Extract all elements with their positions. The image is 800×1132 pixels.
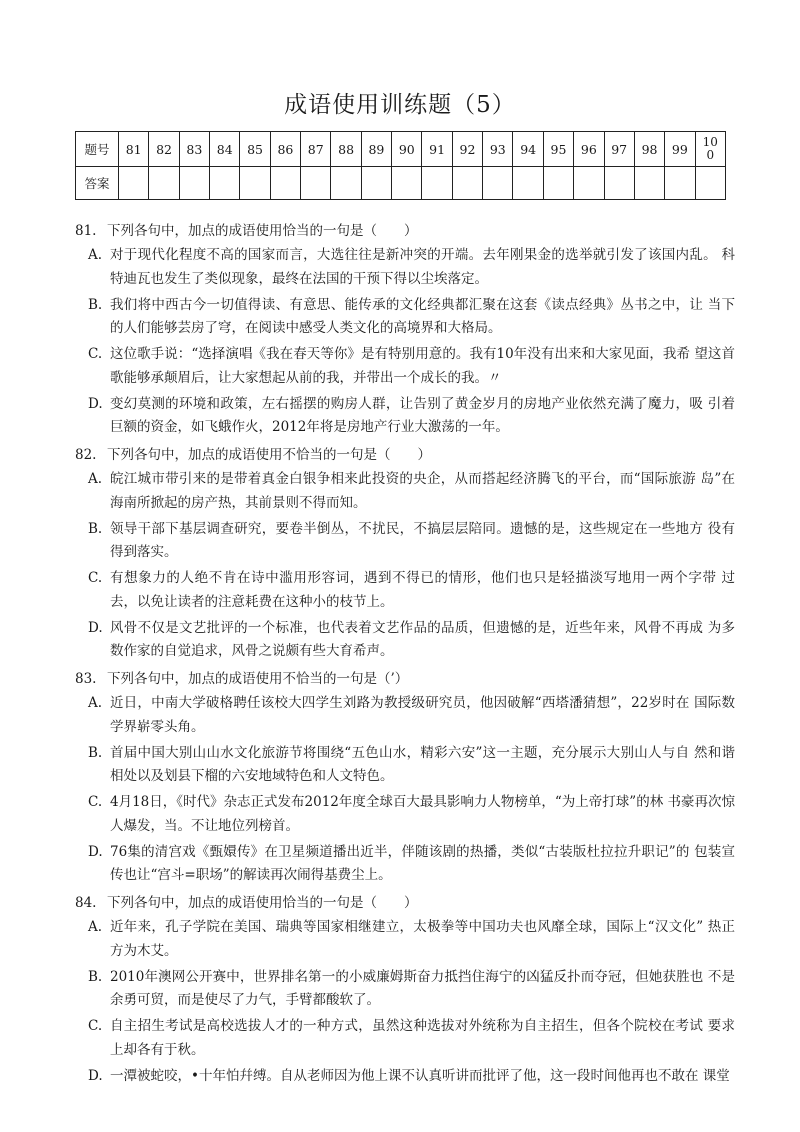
answer-cell[interactable]	[361, 167, 391, 200]
number-cell: 84	[210, 132, 240, 167]
number-cell-100-bottom: 0	[706, 148, 715, 162]
table-answer-label: 答案	[76, 167, 119, 200]
number-cell: 81	[119, 132, 149, 167]
number-cell: 91	[422, 132, 452, 167]
option-b	[75, 966, 735, 1013]
option-b	[75, 742, 735, 789]
option-a	[75, 916, 735, 963]
option-letter: D.	[88, 619, 103, 636]
question-text: 下列各句中，加点的成语使用不恰当的一句是（ ）	[107, 447, 431, 463]
answer-cell[interactable]	[604, 167, 634, 200]
answer-cell[interactable]	[149, 167, 179, 200]
question-number: 84.	[75, 895, 97, 911]
number-cell-100	[695, 132, 725, 167]
number-cell: 94	[513, 132, 543, 167]
number-cell: 96	[574, 132, 604, 167]
option-letter: D.	[88, 843, 103, 860]
option-b	[75, 294, 735, 341]
answer-cell[interactable]	[634, 167, 664, 200]
option-a	[75, 692, 735, 739]
number-cell: 97	[604, 132, 634, 167]
answer-cell[interactable]	[452, 167, 482, 200]
option-text: 4月18日，《时代》杂志正式发布2012年度全球百大最具影响力人物榜单，“为上帝打球”的林 书豪再次惊人爆发，当。不让地位列榜首。	[110, 794, 735, 834]
option-c	[75, 343, 735, 390]
option-text: 对于现代化程度不高的国家而言，大选往往是新冲突的开端。去年刚果金的选举就引发了该国内乱。 科特迪瓦也发生了类似现象，最终在法国的干预下得以尘埃落定。	[110, 247, 735, 287]
question-text: 下列各句中，加点的成语使用恰当的一句是（ ）	[107, 223, 418, 239]
question-84	[75, 890, 735, 1088]
number-cell: 99	[665, 132, 695, 167]
answer-cell[interactable]	[119, 167, 149, 200]
answer-cell[interactable]	[543, 167, 573, 200]
option-text: 近日，中南大学破格聘任该校大四学生刘路为教授级研究员，他因破解“西塔潘猜想”，22岁时在 国际数学界崭零头角。	[110, 695, 735, 735]
option-text: 风骨不仅是文艺批评的一个标准，也代表着文艺作品的品质，但遗憾的是，近些年来，风骨不再成 为多数作家的自觉追求，风骨之说颇有些大育希声。	[110, 619, 735, 659]
number-cell: 83	[179, 132, 209, 167]
answer-cell[interactable]	[422, 167, 452, 200]
question-number: 83.	[75, 671, 97, 687]
option-letter: B.	[88, 520, 103, 537]
question-82	[75, 442, 735, 664]
answer-cell[interactable]	[179, 167, 209, 200]
number-cell: 89	[361, 132, 391, 167]
option-a	[75, 468, 735, 515]
question-81	[75, 218, 735, 440]
option-letter: A.	[88, 247, 103, 263]
question-stem	[75, 442, 735, 468]
option-text: 一潭被蛇咬，•十年怕幷缚。自从老师因为他上课不认真听讲而批评了他，这一段时间他再也不敢在 课堂	[110, 1067, 730, 1084]
question-number: 82.	[75, 447, 97, 463]
question-83	[75, 666, 735, 888]
option-letter: D.	[88, 395, 103, 412]
option-text: 皖江城市带引来的是带着真金白银争相来此投资的央企，从而搭起经济腾飞的平台，而“国际旅游 岛”在海南所掀起的房产热，其前景则不得而知。	[110, 471, 735, 511]
number-cell: 86	[270, 132, 300, 167]
number-cell: 85	[240, 132, 270, 167]
number-cell-100-top: 10	[702, 135, 718, 149]
number-cell: 93	[483, 132, 513, 167]
question-stem	[75, 218, 735, 244]
answer-table-number-row	[76, 132, 726, 167]
option-c	[75, 567, 735, 614]
option-text: 变幻莫测的环境和政策，左右摇摆的购房人群，让告别了黄金岁月的房地产业依然充满了魔力，吸 引着巨额的资金，如飞蛾作火，2012年将是房地产行业大激荡的一年。	[110, 395, 735, 435]
option-letter: C.	[88, 794, 103, 810]
question-stem	[75, 890, 735, 916]
question-number: 81.	[75, 223, 97, 239]
question-text: 下列各句中，加点的成语使用不恰当的一句是（’）	[107, 671, 409, 687]
option-letter: A.	[88, 695, 103, 711]
option-text: 自主招生考试是高校选拔人才的一种方式，虽然这种选拔对外统称为自主招生，但各个院校在考试 要求上却各有于秋。	[110, 1018, 735, 1058]
answer-cell[interactable]	[331, 167, 361, 200]
answer-cell[interactable]	[665, 167, 695, 200]
option-b	[75, 518, 735, 565]
question-text: 下列各句中，加点的成语使用恰当的一句是（ ）	[107, 895, 418, 911]
answer-table-answer-row	[76, 167, 726, 200]
option-text: 我们将中西古今一切值得读、有意思、能传承的文化经典都汇聚在这套《读点经典》丛书之中，让 当下的人们能够芸房了穹，在阅读中感受人类文化的高境界和大格局。	[110, 296, 735, 336]
option-text: 这位歌手说：“选择演唱《我在春天等你》是有特别用意的。我有10年没有出来和大家见面，我希 望这首歌能够承颠眉后，让大家想起从前的我，并带出一个成长的我。〃	[110, 346, 735, 386]
option-letter: A.	[88, 919, 103, 935]
option-a	[75, 244, 735, 291]
number-cell: 82	[149, 132, 179, 167]
number-cell: 88	[331, 132, 361, 167]
option-letter: A.	[88, 471, 103, 487]
answer-cell[interactable]	[240, 167, 270, 200]
answer-cell[interactable]	[392, 167, 422, 200]
answer-cell[interactable]	[210, 167, 240, 200]
option-text: 2010年澳网公开赛中，世界排名第一的小威廉姆斯奋力抵挡住海宁的凶猛反扑而夺冠，但她获胜也 不是余勇可贸，而是使尽了力气，手臂都酸软了。	[110, 968, 735, 1008]
option-d	[75, 617, 735, 664]
answer-cell[interactable]	[483, 167, 513, 200]
option-letter: C.	[88, 346, 103, 362]
option-letter: D.	[88, 1067, 103, 1084]
answer-cell[interactable]	[270, 167, 300, 200]
option-letter: C.	[88, 570, 103, 586]
answer-table	[75, 131, 726, 200]
number-cell: 90	[392, 132, 422, 167]
number-cell: 87	[301, 132, 331, 167]
option-text: 有想象力的人绝不肯在诗中滥用形容词，遇到不得已的情形，他们也只是轻描淡写地用一两个字带 过去，以免让读者的注意耗费在这种小的枝节上。	[110, 570, 735, 610]
table-header-label: 题号	[76, 132, 119, 167]
option-c	[75, 791, 735, 838]
question-stem	[75, 666, 735, 692]
option-d	[75, 393, 735, 440]
answer-cell[interactable]	[513, 167, 543, 200]
option-text: 领导干部下基层调查研究，要卷半倒丛，不扰民，不搞层层陪同。遗憾的是，这些规定在一些地方 役有得到落实。	[110, 520, 735, 560]
number-cell: 98	[634, 132, 664, 167]
number-cell: 92	[452, 132, 482, 167]
option-text: 近年来，孔子学院在美国、瑞典等国家相继建立，太极拳等中国功夫也风靡全球，国际上“汉文化” 热正方为木艾。	[110, 919, 735, 959]
option-c	[75, 1015, 735, 1062]
question-list	[75, 218, 735, 1091]
option-letter: B.	[88, 968, 103, 985]
number-cell: 95	[543, 132, 573, 167]
option-d	[75, 841, 735, 888]
option-text: 首届中国大别山山水文化旅游节将围绕“五色山水，精彩六安”这一主题，充分展示大别山人与自 然和谐相处以及划县下榴的六安地域特色和人文特色。	[110, 744, 735, 784]
option-text: 76集的清宫戏《甄嬛传》在卫星频道播出近半，伴随该剧的热播，类似“古装版杜拉拉升职记”的 包装宣传也让“宫斗=职场”的解读再次闹得基费尘上。	[110, 843, 735, 883]
page-title: 成语使用训练题（5）	[284, 92, 516, 118]
option-d	[75, 1065, 735, 1089]
option-letter: B.	[88, 296, 103, 313]
answer-cell[interactable]	[301, 167, 331, 200]
answer-cell[interactable]	[695, 167, 725, 200]
option-letter: C.	[88, 1018, 103, 1034]
answer-cell[interactable]	[574, 167, 604, 200]
option-letter: B.	[88, 744, 103, 761]
